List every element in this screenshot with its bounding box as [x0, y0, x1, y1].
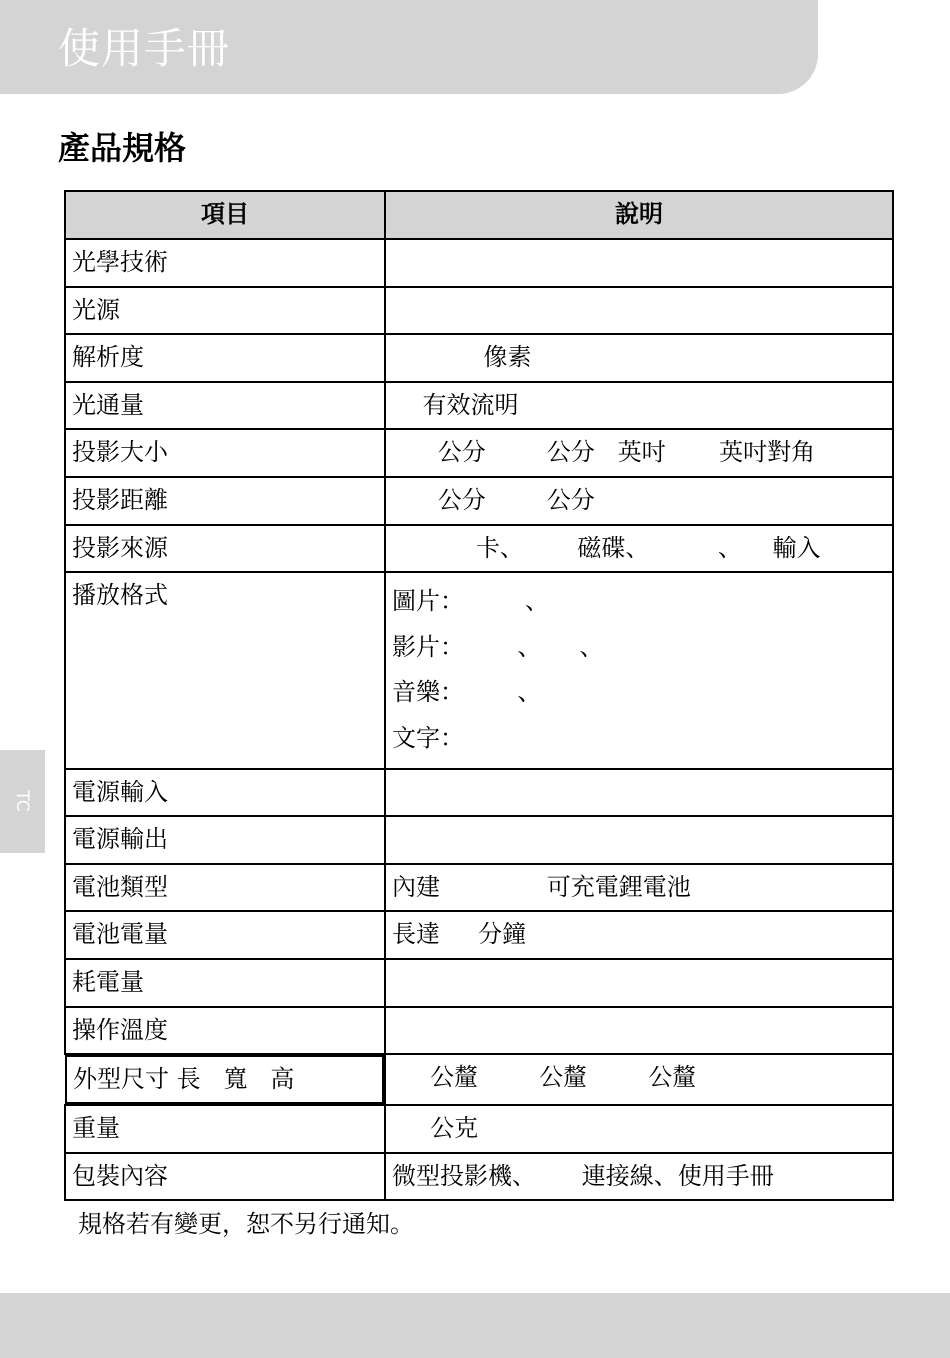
table-row [65, 1054, 893, 1105]
row-value [385, 864, 893, 912]
row-item-playback-format: 播放格式 [65, 572, 385, 768]
package-contents-value: 微型投影機、 連接線、使用手冊 [392, 1161, 774, 1190]
row-item-light-source: 光源 [65, 287, 385, 335]
brightness-value: 有效流明 [392, 390, 519, 419]
row-value [385, 287, 893, 335]
row-value [385, 1105, 893, 1153]
weight-value: 公克 [392, 1114, 479, 1143]
table-row [65, 429, 893, 477]
resolution-value: 像素 [392, 343, 532, 372]
row-item-dimensions: 外型尺寸 長 寬 高 [65, 1055, 384, 1104]
row-value [385, 525, 893, 573]
format-music: 音樂： 、 [392, 678, 542, 707]
row-item-weight: 重量 [65, 1105, 385, 1153]
row-value [385, 959, 893, 1007]
row-value [385, 1153, 893, 1201]
language-tab-label: TC [12, 790, 32, 812]
table-row [65, 572, 893, 768]
manual-title: 使用手冊 [58, 24, 231, 73]
dimensions-value: 公釐 公釐 公釐 [392, 1063, 697, 1092]
projection-distance-value: 公分 公分 [392, 485, 595, 514]
table-row [65, 382, 893, 430]
spec-change-note: 規格若有變更，恕不另行通知。 [78, 1210, 414, 1238]
table-row [65, 287, 893, 335]
row-value [385, 239, 893, 287]
table-row [65, 239, 893, 287]
table-row [65, 864, 893, 912]
table-row [65, 334, 893, 382]
table-row [65, 525, 893, 573]
row-value [385, 1054, 893, 1105]
format-video: 影片： 、 、 [392, 632, 604, 661]
language-tab [0, 750, 45, 853]
row-value [385, 572, 893, 768]
row-value [385, 911, 893, 959]
footer-band [0, 1293, 950, 1358]
row-item-optical-technology: 光學技術 [65, 239, 385, 287]
format-pictures: 圖片： 、 [392, 587, 550, 616]
row-item-power-consumption: 耗電量 [65, 959, 385, 1007]
table-row [65, 1153, 893, 1201]
table-row [65, 1105, 893, 1153]
row-value [385, 1007, 893, 1055]
specs-table [64, 190, 894, 1201]
row-item-battery-capacity: 電池電量 [65, 911, 385, 959]
row-item-operating-temperature: 操作溫度 [65, 1007, 385, 1055]
table-row [65, 769, 893, 817]
row-value [385, 769, 893, 817]
table-row [65, 1007, 893, 1055]
table-row [65, 816, 893, 864]
row-value [385, 429, 893, 477]
table-header-row [65, 191, 893, 239]
table-row [65, 477, 893, 525]
row-value [385, 477, 893, 525]
row-item-battery-type: 電池類型 [65, 864, 385, 912]
row-item-projection-source: 投影來源 [65, 525, 385, 573]
row-item-projection-distance: 投影距離 [65, 477, 385, 525]
table-row [65, 911, 893, 959]
row-value [385, 334, 893, 382]
column-header-description: 說明 [385, 191, 893, 239]
row-item-brightness: 光通量 [65, 382, 385, 430]
row-item-resolution: 解析度 [65, 334, 385, 382]
projection-source-value: 卡、 磁碟、 、 輸入 [392, 533, 821, 562]
table-row [65, 959, 893, 1007]
format-text: 文字： [392, 723, 464, 752]
battery-capacity-value: 長達 分鐘 [392, 920, 527, 949]
row-value [385, 382, 893, 430]
projection-size-value: 公分 公分 英吋 英吋對角 [392, 438, 816, 467]
row-item-power-input: 電源輸入 [65, 769, 385, 817]
header-band [0, 0, 818, 94]
battery-type-value: 內建 可充電鋰電池 [392, 872, 691, 901]
row-item-projection-size: 投影大小 [65, 429, 385, 477]
row-item-package-contents: 包裝內容 [65, 1153, 385, 1201]
page-title: 產品規格 [58, 129, 187, 167]
column-header-item: 項目 [65, 191, 385, 239]
row-item-power-output: 電源輸出 [65, 816, 385, 864]
row-value [385, 816, 893, 864]
